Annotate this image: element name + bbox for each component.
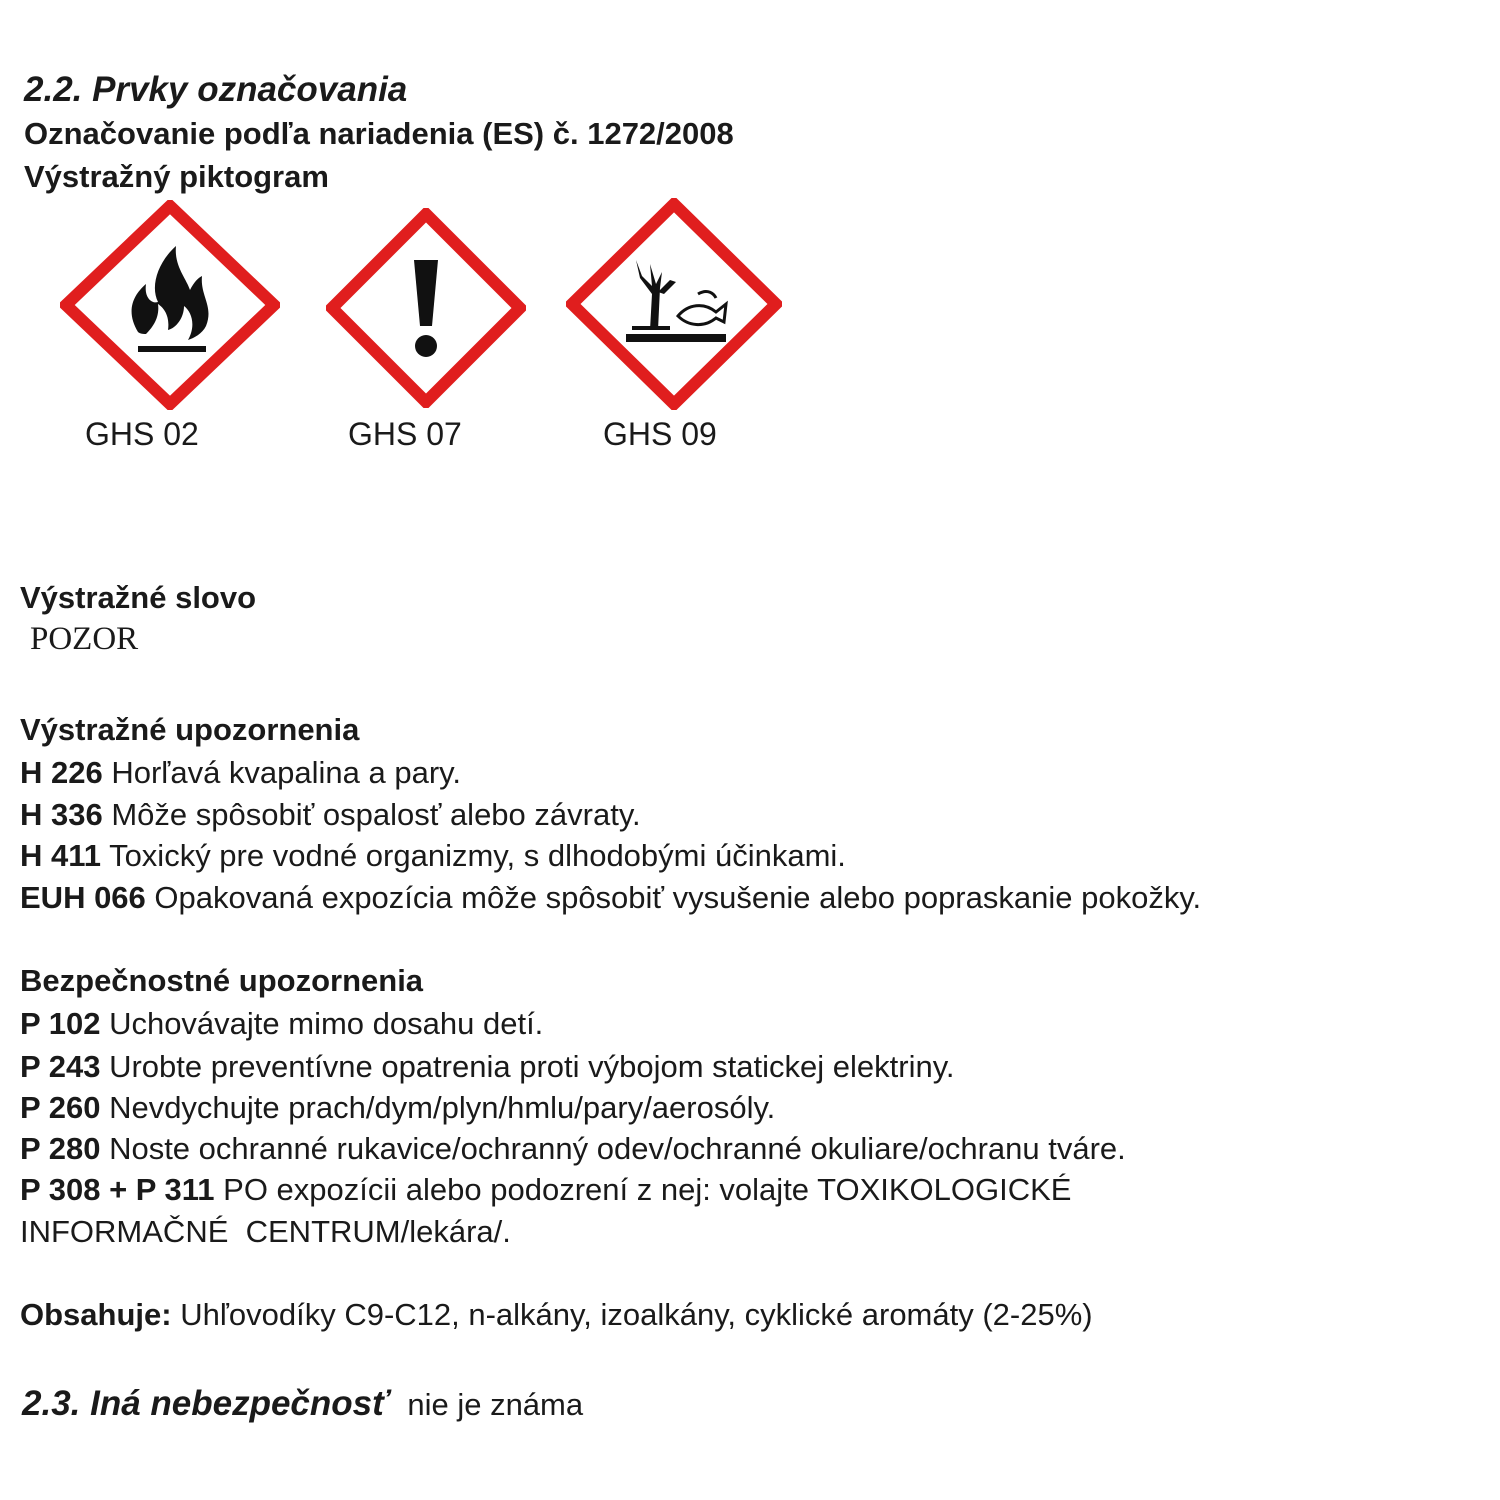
statement-code: P 260 — [20, 1090, 101, 1125]
statement-text: PO expozícii alebo podozrení z nej: volajte TOXIKOLOGICKÉ — [214, 1172, 1072, 1207]
regulation-subtitle: Označovanie podľa nariadenia (ES) č. 1272/2008 — [24, 116, 734, 151]
statement-text: Urobte preventívne opatrenia proti výbojom statickej elektriny. — [100, 1049, 955, 1084]
ghs07-label: GHS 07 — [348, 416, 462, 452]
hazard-statement — [20, 880, 1201, 916]
hazard-statement — [20, 755, 461, 791]
ghs02-pictogram — [60, 200, 280, 410]
precaution-continuation: INFORMAČNÉ CENTRUM/lekára/. — [20, 1214, 511, 1249]
statement-text: Opakovaná expozícia môže spôsobiť vysušenie alebo popraskanie pokožky. — [145, 880, 1202, 915]
precaution-statement — [20, 1131, 1126, 1167]
signal-word: POZOR — [30, 621, 139, 657]
contains-text: Uhľovodíky C9-C12, n-alkány, izoalkány, cyklické aromáty (2-25%) — [171, 1297, 1093, 1332]
section23-line — [22, 1384, 583, 1424]
section23-text: nie je známa — [407, 1387, 584, 1422]
environment-icon — [566, 198, 782, 410]
statement-code: H 336 — [20, 797, 103, 832]
statement-code: P 243 — [20, 1049, 101, 1084]
precaution-statements-title: Bezpečnostné upozornenia — [20, 963, 424, 998]
precaution-statement — [20, 1090, 775, 1126]
statement-code: EUH 066 — [20, 880, 146, 915]
contains-line — [20, 1297, 1093, 1333]
section-heading: 2.2. Prvky označovania — [24, 70, 408, 109]
exclamation-icon — [326, 208, 526, 408]
signal-word-title: Výstražné slovo — [20, 580, 257, 615]
section23-heading: 2.3. Iná nebezpečnosť — [22, 1384, 389, 1423]
precaution-statement — [20, 1006, 543, 1042]
ghs07-pictogram — [326, 208, 526, 408]
statement-code: P 308 + P 311 — [20, 1172, 215, 1207]
statement-text: Horľavá kvapalina a pary. — [102, 755, 461, 790]
hazard-statements-title: Výstražné upozornenia — [20, 712, 360, 747]
statement-code: P 102 — [20, 1006, 101, 1041]
ghs09-label: GHS 09 — [603, 416, 717, 452]
hazard-statement — [20, 838, 846, 874]
ghs02-label: GHS 02 — [85, 416, 199, 452]
hazard-statement — [20, 797, 641, 833]
statement-code: H 411 — [20, 838, 102, 873]
precaution-statement — [20, 1172, 1071, 1208]
statement-code: P 280 — [20, 1131, 101, 1166]
ghs09-pictogram — [566, 198, 782, 410]
statement-text: Nevdychujte prach/dym/plyn/hmlu/pary/aerosóly. — [100, 1090, 776, 1125]
flame-icon — [60, 200, 280, 410]
precaution-statement — [20, 1049, 955, 1085]
statement-text: Toxický pre vodné organizmy, s dlhodobými účinkami. — [101, 838, 846, 873]
statement-text: Noste ochranné rukavice/ochranný odev/ochranné okuliare/ochranu tváre. — [100, 1131, 1126, 1166]
statement-text: Uchovávajte mimo dosahu detí. — [100, 1006, 544, 1041]
contains-label: Obsahuje: — [20, 1297, 172, 1332]
statement-code: H 226 — [20, 755, 103, 790]
statement-text: Môže spôsobiť ospalosť alebo závraty. — [102, 797, 641, 832]
pictogram-title: Výstražný piktogram — [24, 159, 329, 194]
